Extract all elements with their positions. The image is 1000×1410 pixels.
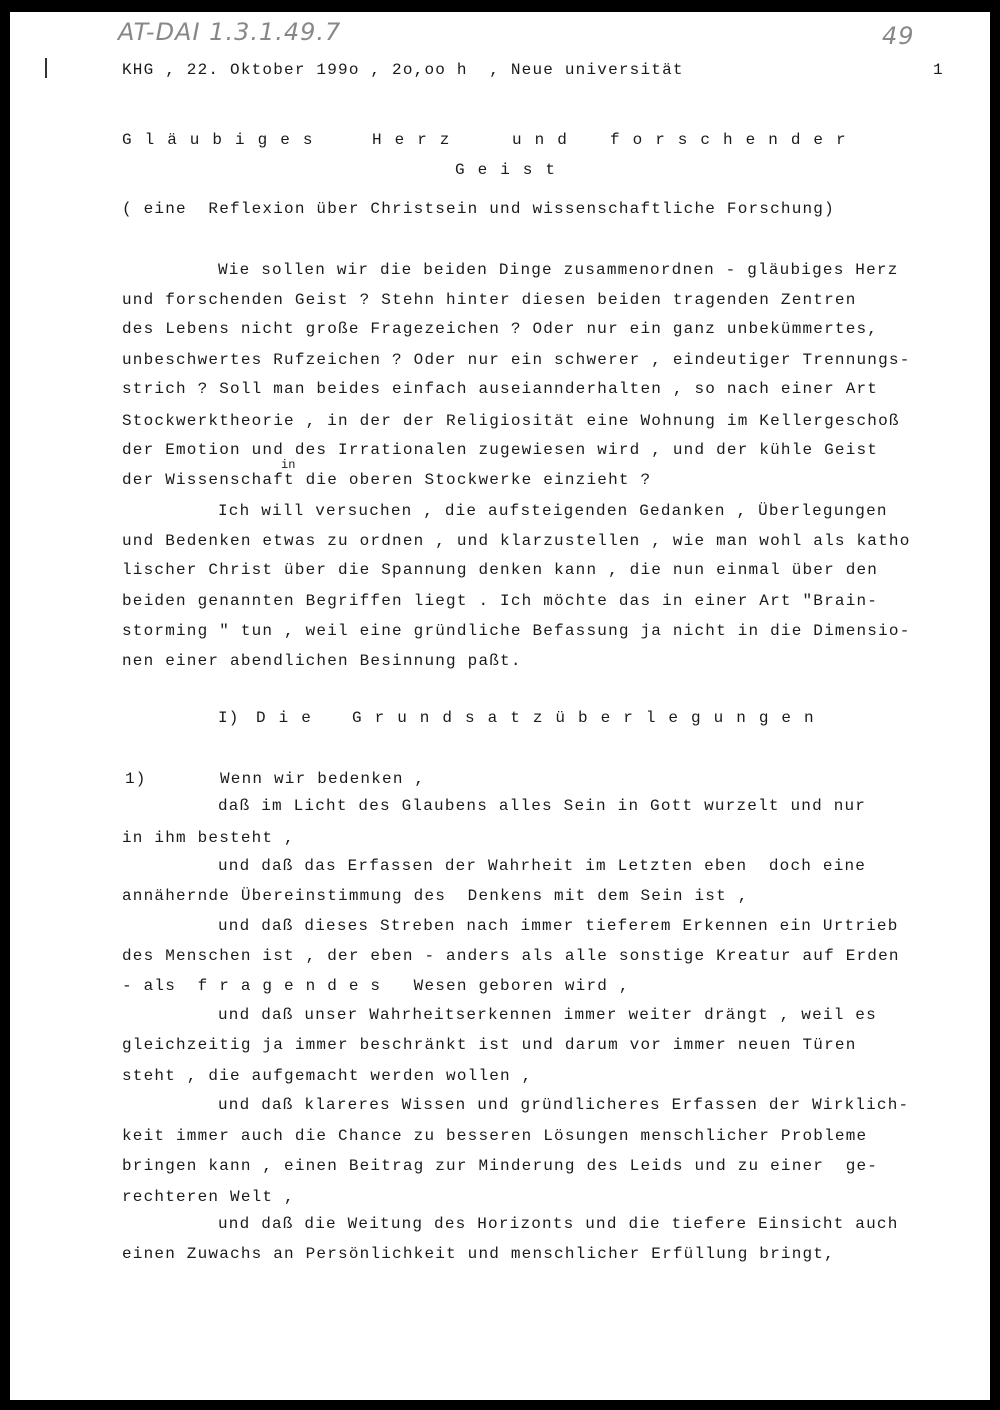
text-line: des Lebens nicht große Fragezeichen ? Oder nur ein ganz unbekümmertes, xyxy=(122,320,879,338)
section-word-1: Die xyxy=(256,709,324,727)
text-line: gleichzeitig ja immer beschränkt ist und darum vor immer neuen Türen xyxy=(122,1036,857,1054)
text-line: storming " tun , weil eine gründliche Befassung ja nicht in die Dimensio- xyxy=(122,622,911,640)
text-line: bringen kann , einen Beitrag zur Minderung des Leids und zu einer ge- xyxy=(122,1157,879,1175)
text-line: der Emotion und des Irrationalen zugewiesen wird , und der kühle Geist xyxy=(122,441,879,459)
text-line: und daß unser Wahrheitserkennen immer weiter drängt , weil es xyxy=(218,1006,877,1024)
text-line: rechteren Welt , xyxy=(122,1188,295,1206)
section-heading: Grundsatzüberlegungen xyxy=(352,709,827,727)
title-word-2: Herz xyxy=(372,131,463,149)
text-line: - als f r a g e n d e s Wesen geboren wird , xyxy=(122,977,630,995)
title-word-4: forschender xyxy=(610,131,859,149)
archive-reference-handwritten: AT-DAI 1.3.1.49.7 xyxy=(118,18,342,46)
text-line: und daß das Erfassen der Wahrheit im Letzten eben doch eine xyxy=(218,857,867,875)
page-number: 1 xyxy=(933,61,944,79)
text-line: in ihm besteht , xyxy=(122,829,295,847)
text-line: Wie sollen wir die beiden Dinge zusammenordnen - gläubiges Herz xyxy=(218,261,899,279)
text-line: und daß klareres Wissen und gründlicheres Erfassen der Wirklich- xyxy=(218,1096,910,1114)
text-line: Ich will versuchen , die aufsteigenden Gedanken , Überlegungen xyxy=(218,502,888,520)
point-number: 1) xyxy=(125,770,147,788)
inserted-word: in xyxy=(281,458,296,472)
header-line: KHG , 22. Oktober 199o , 2o,oo h , Neue universität xyxy=(122,61,684,79)
text-line: des Menschen ist , der eben - anders als alle sonstige Kreatur auf Erden xyxy=(122,947,900,965)
title-word-1: Gläubiges xyxy=(122,131,326,149)
text-line: strich ? Soll man beides einfach auseiannderhalten , so nach einer Art xyxy=(122,380,879,398)
text-line: und daß dieses Streben nach immer tieferem Erkennen ein Urtrieb xyxy=(218,917,899,935)
folio-number-handwritten: 49 xyxy=(882,22,915,50)
text-line: Stockwerktheorie , in der der Religiosität eine Wohnung im Kellergeschoß xyxy=(122,412,900,430)
text-line: daß im Licht des Glaubens alles Sein in Gott wurzelt und nur xyxy=(218,797,867,815)
text-line: und Bedenken etwas zu ordnen , und klarzustellen , wie man wohl als katho xyxy=(122,532,911,550)
text-line: einen Zuwachs an Persönlichkeit und menschlicher Erfüllung bringt, xyxy=(122,1245,835,1263)
title-word-3: und xyxy=(512,131,580,149)
text-line: unbeschwertes Rufzeichen ? Oder nur ein schwerer , eindeutiger Trennungs- xyxy=(122,351,911,369)
text-line: annähernde Übereinstimmung des Denkens mit dem Sein ist , xyxy=(122,887,749,905)
point-lead: Wenn wir bedenken , xyxy=(220,770,426,788)
text-line: der Wissenschaft die oberen Stockwerke einzieht ? xyxy=(122,471,652,489)
title-line-2: Geist xyxy=(455,161,569,179)
subtitle: ( eine Reflexion über Christsein und wissenschaftliche Forschung) xyxy=(122,200,835,218)
text-line: nen einer abendlichen Besinnung paßt. xyxy=(122,652,522,670)
text-line: keit immer auch die Chance zu besseren Lösungen menschlicher Probleme xyxy=(122,1127,868,1145)
text-line: steht , die aufgemacht werden wollen , xyxy=(122,1067,533,1085)
text-line: und forschenden Geist ? Stehn hinter diesen beiden tragenden Zentren xyxy=(122,291,857,309)
text-line: beiden genannten Begriffen liegt . Ich möchte das in einer Art "Brain- xyxy=(122,592,879,610)
section-numeral: I) xyxy=(218,709,240,727)
text-line: und daß die Weitung des Horizonts und die tiefere Einsicht auch xyxy=(218,1215,899,1233)
margin-mark xyxy=(45,58,47,78)
text-line: lischer Christ über die Spannung denken kann , die nun einmal über den xyxy=(122,561,879,579)
